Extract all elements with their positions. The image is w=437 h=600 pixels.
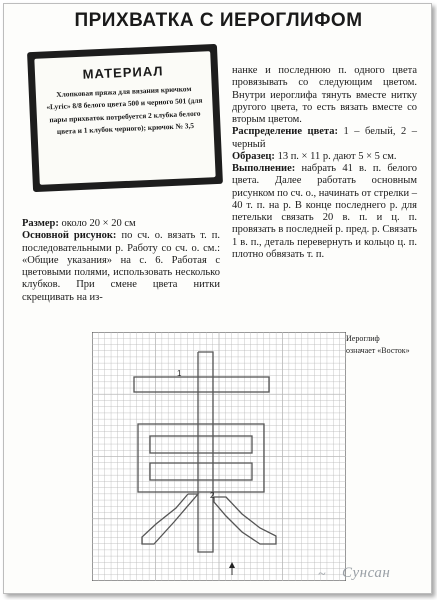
pattern-text: по сч. о. вязать т. п. последовательными р. Работу со сч. о. см.: «Общие указания» на с. 6. Работая с цветовыми полями, использовать несколько клубков. При смене цвета нитки скрещивать на из-: [22, 230, 220, 303]
material-text: Хлопковая пряжа для вязания крючком «Lyric» 8/8 белого цвета 500 и черного 501 (для пары прихваток потребуется 2 клубка белого цвета и 1 клубок черного); крючок № 3,5: [46, 84, 203, 136]
gauge-label: Образец:: [232, 150, 275, 162]
material-heading: МАТЕРИАЛ: [82, 63, 164, 82]
pattern-label: Основной рисунок:: [22, 230, 117, 242]
colors-label: Распределение цвета:: [232, 126, 338, 138]
work-text: набрать 41 в. п. белого цвета. Далее работать основным рисунком по сч. о., начинать от стрелки – 40 т. п. на р. В конце последнего р. для петельки связать 20 в. п. и ц. п. провязать в последней р. пред. р. Связать 1 в. п., деталь перевернуть и кольцо ц. п. плотно обвязать т. п.: [232, 163, 417, 260]
colors-text: 1 – белый, 2 – черный: [232, 126, 418, 150]
right-column: [232, 65, 417, 261]
gauge-text: 13 п. × 11 р. дают 5 × 5 см.: [274, 150, 397, 162]
chart-grid: [92, 332, 346, 581]
continuation-text: нанке и последнюю п. одного цвета провязывать со следующим цветом. Внутри иероглифа тянуть вместе нитку другого цвета, то есть вязать вместе со вторым цветом.: [232, 65, 417, 125]
chart-caption: Иероглиф означает «Восток»: [346, 334, 410, 355]
knitting-chart: [92, 332, 346, 581]
watermark: Сунсан: [342, 565, 391, 581]
page-title: ПРИХВАТКА С ИЕРОГЛИФОМ: [74, 10, 363, 31]
left-column: [22, 218, 220, 304]
work-label: Выполнение:: [232, 163, 296, 174]
size-label: Размер:: [22, 218, 59, 229]
material-box: [27, 44, 223, 192]
size-text: около 20 × 20 см: [58, 218, 136, 229]
material-content: [34, 51, 215, 185]
chart-label-1: 1: [177, 369, 182, 378]
chart-label-2: 2: [210, 491, 215, 500]
watermark-swirl-icon: ~: [318, 567, 326, 582]
